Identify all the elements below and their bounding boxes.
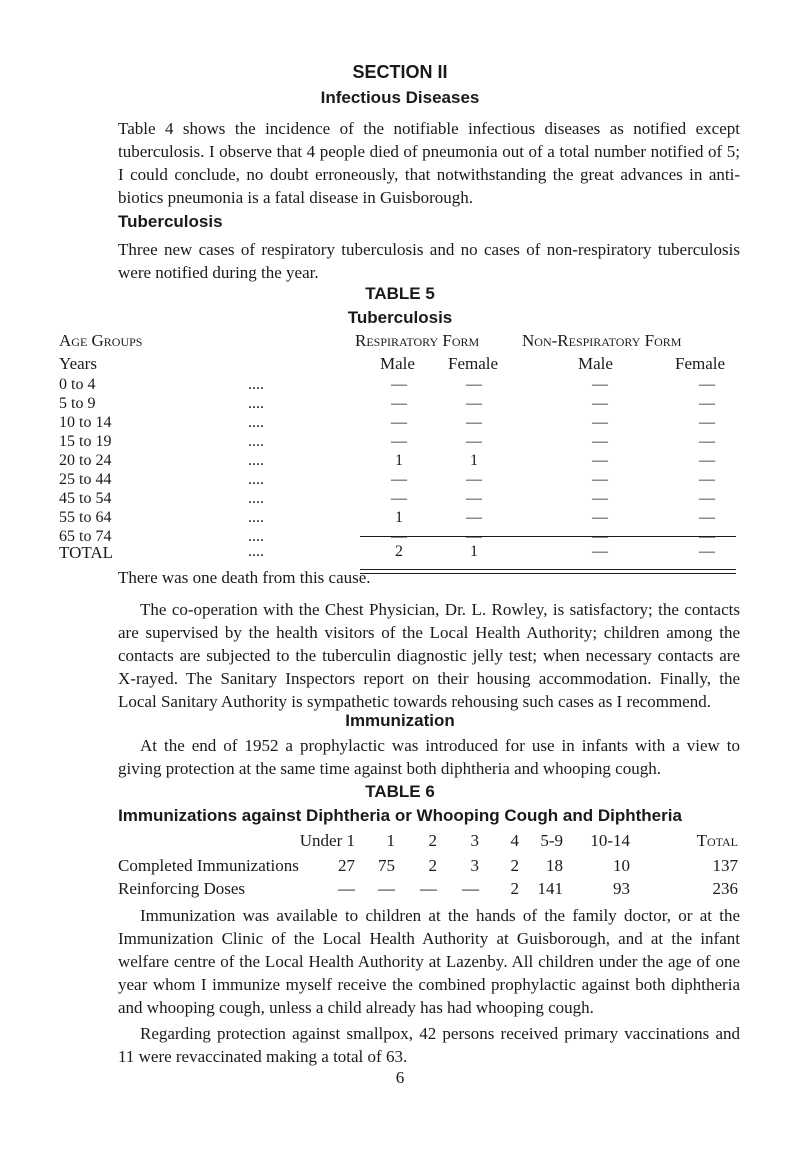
row-leader: ....	[248, 509, 264, 526]
age-group-label: 20 to 24	[59, 452, 112, 469]
cell-nonresp-female: —	[699, 433, 715, 450]
cell-resp-male: —	[391, 471, 407, 488]
row-leader: ....	[248, 433, 264, 450]
table6-cell: —	[420, 879, 437, 898]
total-nonresp-male: —	[592, 543, 608, 560]
cell-nonresp-male: —	[592, 509, 608, 526]
col-nonresp-female: Female	[675, 354, 726, 373]
cell-nonresp-female: —	[699, 452, 715, 469]
row-leader: ....	[248, 414, 264, 431]
table6-cell: 2	[510, 856, 519, 875]
table6-header: Total	[696, 831, 738, 850]
cooperation-paragraph: The co-operation with the Chest Physician, Dr. L. Rowley, is satisfactory; the contacts are supervised by the health visitors of the Local Health Authority; children among the contacts are subjected to the tuberculin diagnostic jelly test; when necessary contacts are X-rayed. The Sanitary Inspectors report on their housing accommodation. Finally, the Local Sanitary Authority is sympathetic towards rehousing such cases as I recommend.	[118, 600, 740, 711]
page-number: 6	[395, 1068, 405, 1087]
row-leader: ....	[248, 395, 264, 412]
cell-resp-female: —	[466, 490, 482, 507]
cell-nonresp-female: —	[699, 376, 715, 393]
col-resp-female: Female	[448, 354, 499, 373]
table6-header: 2	[428, 831, 437, 850]
immunization-paragraph: At the end of 1952 a prophylactic was introduced for use in infants with a view to giving protection at the same time against both diphtheria and whooping cough.	[118, 736, 740, 778]
table6-cell: 18	[546, 856, 563, 875]
age-group-label: 45 to 54	[59, 490, 112, 507]
age-group-label: 15 to 19	[59, 433, 112, 450]
availability-paragraph: Immunization was available to children at the hands of the family doctor, or at the Immunization Clinic of the Local Health Authority at Guisborough, and at the infant welfare centre of the Local Health Authority at Lazenby. All children under the age of one year whom I immunize myself receive the combined prophylactic against both diphtheria and whooping cough, unless a child already has had whooping cough.	[118, 906, 740, 1017]
row-leader: ....	[248, 452, 264, 469]
cell-nonresp-female: —	[699, 414, 715, 431]
cell-resp-male: —	[391, 490, 407, 507]
table6-cell: —	[338, 879, 355, 898]
cell-nonresp-male: —	[592, 414, 608, 431]
table6-cell: 2	[428, 856, 437, 875]
table5-rule-top	[360, 536, 736, 537]
cell-nonresp-female: —	[699, 509, 715, 526]
table6-header: 5-9	[540, 831, 563, 850]
table6-row-label: Reinforcing Doses	[118, 879, 246, 898]
row-leader: ....	[248, 490, 264, 507]
table6-cell: 2	[510, 879, 519, 898]
col-years: Years	[59, 354, 97, 373]
col-resp-male: Male	[380, 354, 415, 373]
cell-nonresp-male: —	[592, 433, 608, 450]
table6-header: 10-14	[590, 831, 630, 850]
table6-row-label: Completed Immunizations	[118, 856, 299, 875]
total-resp-male: 2	[395, 543, 403, 560]
table6-subtitle: Immunizations against Diphtheria or Whooping Cough and Diphtheria	[118, 806, 682, 825]
age-group-label: 5 to 9	[59, 395, 96, 412]
cell-resp-male: —	[391, 414, 407, 431]
total-nonresp-female: —	[699, 543, 715, 560]
col-age-groups: Age Groups	[59, 331, 143, 350]
row-leader: ....	[248, 528, 264, 545]
cell-resp-female: —	[466, 528, 482, 545]
cell-nonresp-female: —	[699, 471, 715, 488]
table6-cell: —	[462, 879, 479, 898]
cell-resp-male: —	[391, 376, 407, 393]
table6-cell: 236	[712, 879, 738, 898]
age-group-label: 10 to 14	[59, 414, 112, 431]
age-group-label: 0 to 4	[59, 376, 96, 393]
cell-resp-female: —	[466, 509, 482, 526]
cell-nonresp-female: —	[699, 395, 715, 412]
age-group-label: 55 to 64	[59, 509, 112, 526]
table5-rule-bottom-2	[360, 573, 736, 574]
cell-resp-male: —	[391, 395, 407, 412]
smallpox-paragraph: Regarding protection against smallpox, 42 persons received primary vaccinations and 11 were revaccinated making a total of 63.	[118, 1024, 740, 1066]
cell-resp-female: 1	[470, 452, 478, 469]
total-resp-female: 1	[470, 543, 478, 560]
cell-resp-female: —	[466, 376, 482, 393]
table6-cell: 141	[537, 879, 563, 898]
cell-nonresp-male: —	[592, 528, 608, 545]
table6-cell: 137	[712, 856, 738, 875]
section-subtitle: Infectious Diseases	[320, 88, 480, 107]
col-respiratory: Respiratory Form	[355, 331, 480, 350]
table5-subtitle: Tuberculosis	[347, 308, 453, 327]
table6-header: 4	[510, 831, 519, 850]
cell-resp-female: —	[466, 395, 482, 412]
table6-cell: 10	[613, 856, 630, 875]
cell-nonresp-female: —	[699, 528, 715, 545]
cell-nonresp-male: —	[592, 452, 608, 469]
row-leader: ....	[248, 471, 264, 488]
cell-resp-male: 1	[395, 509, 403, 526]
tuberculosis-heading: Tuberculosis	[118, 212, 223, 231]
cell-nonresp-male: —	[592, 395, 608, 412]
immunization-heading: Immunization	[345, 711, 455, 730]
table6-cell: 75	[378, 856, 395, 875]
cell-nonresp-male: —	[592, 471, 608, 488]
table6-cell: 93	[613, 879, 630, 898]
table6-title: TABLE 6	[365, 782, 435, 801]
cell-resp-male: 1	[395, 452, 403, 469]
col-nonresp-male: Male	[578, 354, 613, 373]
table6-header: 1	[386, 831, 395, 850]
cell-resp-female: —	[466, 414, 482, 431]
cell-resp-male: —	[391, 528, 407, 545]
death-note: There was one death from this cause.	[118, 568, 371, 587]
section-title: SECTION II	[352, 62, 448, 82]
cell-resp-male: —	[391, 433, 407, 450]
cell-nonresp-female: —	[699, 490, 715, 507]
cell-resp-female: —	[466, 433, 482, 450]
table6-cell: 27	[338, 856, 355, 875]
table6-cell: 3	[470, 856, 479, 875]
table6-header: Under 1	[299, 831, 355, 850]
table5-rule-bottom-1	[360, 569, 736, 570]
table6-header: 3	[470, 831, 479, 850]
row-leader: ....	[248, 376, 264, 393]
table6-cell: —	[378, 879, 395, 898]
cell-nonresp-male: —	[592, 376, 608, 393]
intro-paragraph: Table 4 shows the incidence of the notifiable infectious diseases as notified except tuberculosis. I observe that 4 people died of pneumonia out of a total number notified of 5; I could conclude, no doubt erroneously, that notwithstanding the great advances in anti-biotics pneumonia is a fatal disease in Guisborough.	[118, 119, 740, 207]
total-label: TOTAL	[59, 543, 114, 562]
tuberculosis-paragraph: Three new cases of respiratory tuberculosis and no cases of non-respiratory tuberculosis were notified during the year.	[118, 240, 740, 282]
age-group-label: 65 to 74	[59, 528, 112, 545]
table5-title: TABLE 5	[365, 284, 435, 303]
age-group-label: 25 to 44	[59, 471, 112, 488]
total-leader: ....	[248, 543, 264, 560]
cell-resp-female: —	[466, 471, 482, 488]
col-non-respiratory: Non-Respiratory Form	[522, 331, 682, 350]
cell-nonresp-male: —	[592, 490, 608, 507]
